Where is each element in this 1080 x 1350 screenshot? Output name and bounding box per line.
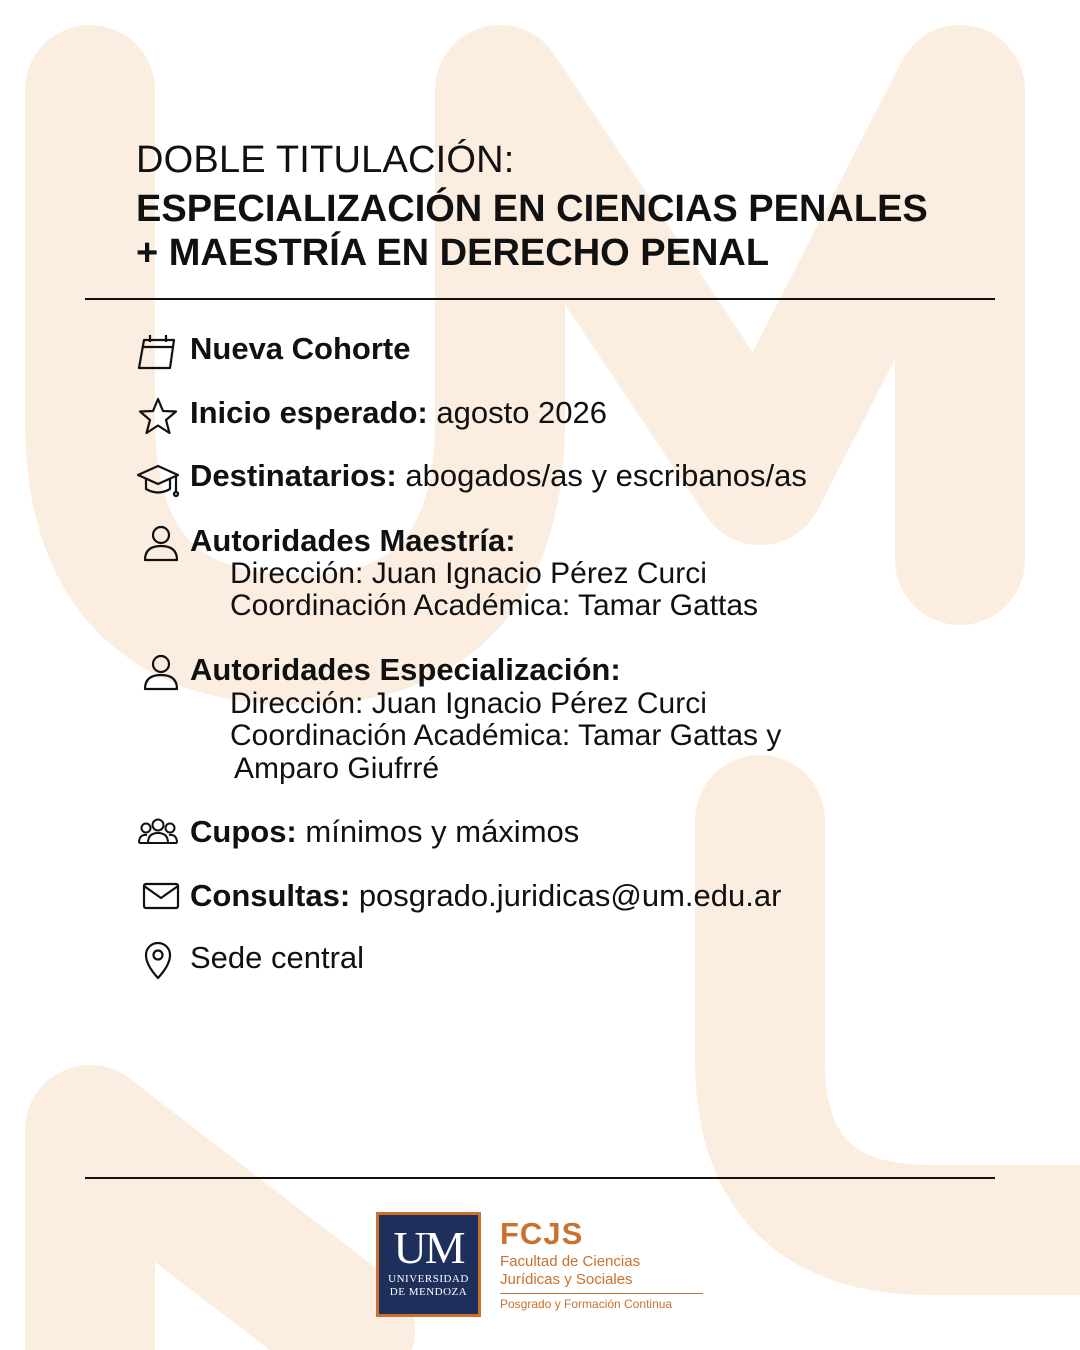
especializacion-coordinacion: Coordinación Académica: Tamar Gattas y — [230, 719, 782, 752]
faculty-divider — [500, 1293, 703, 1294]
top-divider — [85, 298, 995, 300]
headline-line-1: ESPECIALIZACIÓN EN CIENCIAS PENALES — [136, 188, 928, 230]
especializacion-direccion: Dirección: Juan Ignacio Pérez Curci — [230, 687, 707, 720]
sede-value: Sede central — [190, 940, 365, 975]
calendar-icon — [136, 332, 180, 372]
cupos-value: mínimos y máximos — [305, 814, 580, 849]
universidad-mendoza-logo — [376, 1212, 481, 1317]
especializacion-coordinacion-cont: Amparo Giufrré — [234, 752, 440, 785]
headline-line-2: + MAESTRÍA EN DERECHO PENAL — [136, 232, 770, 274]
bottom-divider — [85, 1177, 995, 1179]
star-icon — [136, 396, 180, 436]
maestria-coordinacion: Coordinación Académica: Tamar Gattas — [230, 589, 759, 622]
maestria-direccion: Dirección: Juan Ignacio Pérez Curci — [230, 557, 707, 590]
user-icon — [136, 524, 180, 564]
destinatarios-value: abogados/as y escribanos/as — [405, 458, 807, 493]
headline — [136, 138, 1046, 275]
graduation-cap-icon — [136, 459, 180, 499]
consultas-label: Consultas: — [190, 878, 351, 913]
logo-mendoza-text: DE MENDOZA — [389, 1286, 468, 1298]
faculty-name-line-2: Jurídicas y Sociales — [500, 1271, 633, 1288]
autoridades-maestria-label: Autoridades Maestría: — [190, 523, 516, 558]
cupos-label: Cupos: — [190, 814, 297, 849]
destinatarios-label: Destinatarios: — [190, 458, 397, 493]
headline-prefix: DOBLE TITULACIÓN: — [136, 139, 515, 181]
faculty-logo — [500, 1218, 710, 1312]
consultas-email[interactable]: posgrado.juridicas@um.edu.ar — [358, 878, 782, 913]
mail-icon — [136, 879, 180, 919]
logo-universidad-text: UNIVERSIDAD — [388, 1273, 469, 1285]
inicio-value: agosto 2026 — [436, 395, 608, 430]
cohorte-label: Nueva Cohorte — [190, 331, 411, 366]
faculty-abbreviation: FCJS — [500, 1216, 584, 1251]
group-icon — [136, 815, 180, 855]
inicio-label: Inicio esperado: — [190, 395, 428, 430]
faculty-name-line-1: Facultad de Ciencias — [500, 1253, 641, 1270]
location-pin-icon — [136, 941, 180, 981]
program-name: Posgrado y Formación Continua — [500, 1297, 673, 1311]
autoridades-especializacion-label: Autoridades Especialización: — [190, 652, 621, 687]
user-icon — [136, 653, 180, 693]
logo-um-text: UM — [393, 1222, 464, 1273]
